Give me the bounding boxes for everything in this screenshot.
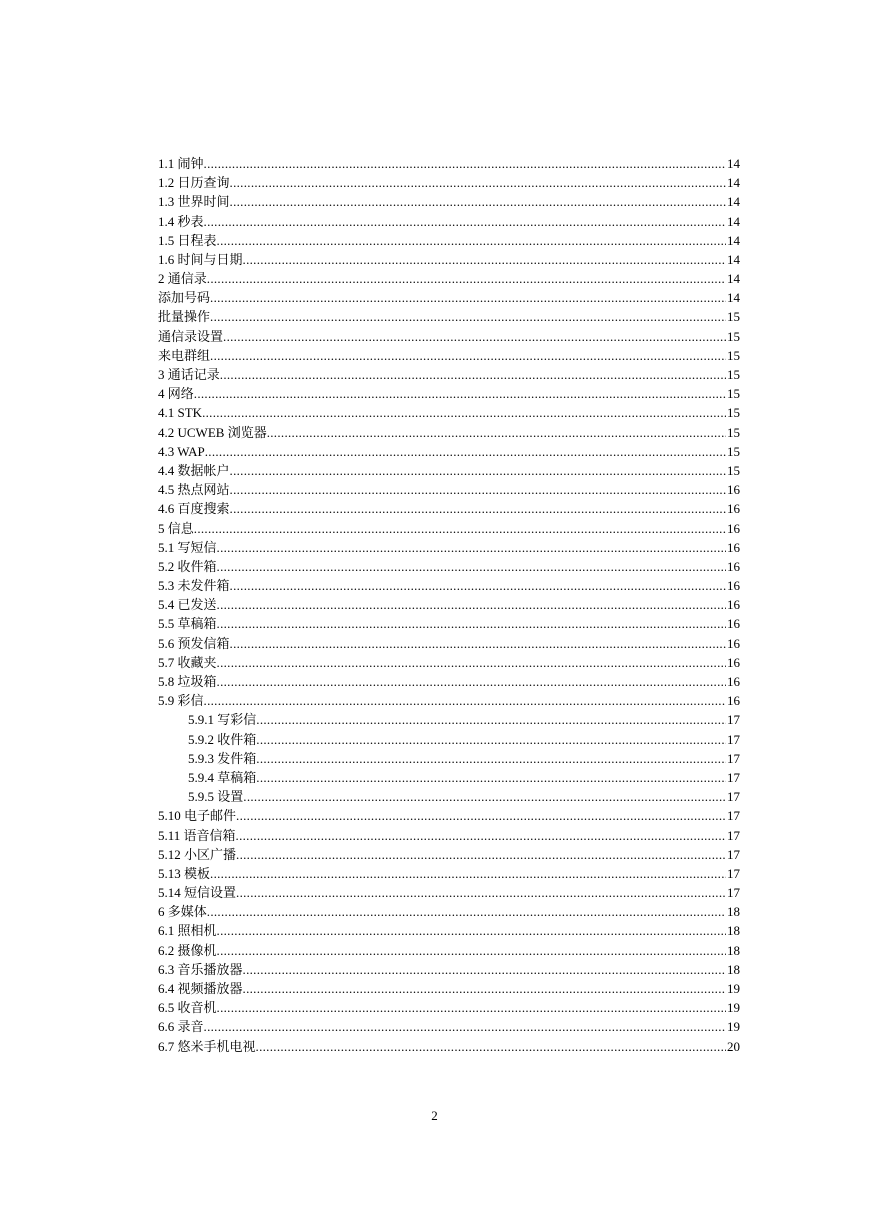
toc-dot-leader bbox=[207, 902, 726, 921]
toc-entry-page: 14 bbox=[727, 155, 740, 171]
toc-dot-leader bbox=[217, 998, 726, 1017]
toc-dot-leader bbox=[223, 327, 726, 346]
toc-entry-title: 6.3 音乐播放器 bbox=[158, 961, 243, 977]
toc-entry-page: 16 bbox=[727, 693, 740, 709]
toc-entry-title: 5.12 小区广播 bbox=[158, 846, 237, 862]
toc-dot-leader bbox=[236, 826, 726, 845]
toc-entry[interactable] bbox=[158, 365, 740, 384]
toc-entry-title: 4.5 热点网站 bbox=[158, 482, 230, 498]
toc-entry-title: 6.1 照相机 bbox=[158, 923, 217, 939]
toc-entry-title: 5.3 未发件箱 bbox=[158, 578, 230, 594]
toc-entry-title: 5.9.3 发件箱 bbox=[188, 750, 257, 766]
toc-dot-leader bbox=[217, 538, 726, 557]
toc-entry[interactable] bbox=[158, 979, 740, 998]
toc-entry-title: 1.4 秒表 bbox=[158, 213, 204, 229]
toc-entry[interactable] bbox=[158, 212, 740, 231]
toc-entry-title: 添加号码 bbox=[158, 290, 211, 306]
page-number: 2 bbox=[431, 1108, 438, 1123]
toc-entry[interactable] bbox=[158, 327, 740, 346]
toc-dot-leader bbox=[236, 845, 726, 864]
toc-entry[interactable] bbox=[158, 691, 740, 710]
toc-dot-leader bbox=[256, 730, 726, 749]
toc-entry[interactable] bbox=[158, 922, 740, 941]
toc-entry[interactable] bbox=[158, 806, 740, 825]
toc-entry[interactable] bbox=[158, 538, 740, 557]
table-of-contents bbox=[158, 154, 740, 1056]
toc-entry-title: 通信录设置 bbox=[158, 328, 224, 344]
toc-dot-leader bbox=[217, 653, 726, 672]
toc-entry[interactable] bbox=[158, 787, 740, 806]
toc-entry-title: 5.9.4 草稿箱 bbox=[188, 769, 257, 785]
toc-entry-page: 15 bbox=[727, 462, 740, 478]
toc-entry[interactable] bbox=[158, 384, 740, 403]
toc-dot-leader bbox=[210, 864, 726, 883]
toc-entry-page: 18 bbox=[727, 942, 740, 958]
toc-dot-leader bbox=[204, 1017, 726, 1036]
toc-entry-page: 15 bbox=[727, 309, 740, 325]
toc-entry-title: 4.1 STK bbox=[158, 405, 203, 421]
toc-entry[interactable] bbox=[158, 250, 740, 269]
toc-dot-leader bbox=[204, 212, 726, 231]
toc-dot-leader bbox=[243, 979, 726, 998]
toc-entry[interactable] bbox=[158, 154, 740, 173]
toc-entry-page: 19 bbox=[727, 981, 740, 997]
toc-dot-leader bbox=[230, 576, 726, 595]
toc-entry-page: 17 bbox=[727, 731, 740, 747]
toc-entry-title: 1.5 日程表 bbox=[158, 232, 217, 248]
toc-entry[interactable] bbox=[158, 480, 740, 499]
toc-dot-leader bbox=[217, 941, 726, 960]
toc-entry[interactable] bbox=[158, 653, 740, 672]
toc-entry-title: 5.9.5 设置 bbox=[188, 789, 244, 805]
toc-entry[interactable] bbox=[158, 749, 740, 768]
toc-entry-page: 14 bbox=[727, 213, 740, 229]
toc-dot-leader bbox=[204, 154, 726, 173]
toc-dot-leader bbox=[236, 806, 726, 825]
toc-entry[interactable] bbox=[158, 576, 740, 595]
toc-entry-title: 6.5 收音机 bbox=[158, 1000, 217, 1016]
toc-entry-title: 1.6 时间与日期 bbox=[158, 251, 243, 267]
toc-entry[interactable] bbox=[158, 864, 740, 883]
toc-entry-page: 17 bbox=[727, 808, 740, 824]
toc-dot-leader bbox=[217, 595, 726, 614]
toc-dot-leader bbox=[217, 615, 726, 634]
toc-entry-title: 3 通话记录 bbox=[158, 367, 220, 383]
toc-entry[interactable] bbox=[158, 288, 740, 307]
toc-entry-title: 5.2 收件箱 bbox=[158, 558, 217, 574]
toc-entry-page: 16 bbox=[727, 501, 740, 517]
toc-entry[interactable] bbox=[158, 231, 740, 250]
toc-entry-title: 5.14 短信设置 bbox=[158, 885, 237, 901]
toc-entry[interactable] bbox=[158, 883, 740, 902]
toc-entry-page: 16 bbox=[727, 635, 740, 651]
toc-entry-page: 14 bbox=[727, 290, 740, 306]
toc-dot-leader bbox=[202, 403, 726, 422]
toc-dot-leader bbox=[217, 557, 726, 576]
toc-entry-title: 6.6 录音 bbox=[158, 1019, 204, 1035]
toc-entry-page: 17 bbox=[727, 865, 740, 881]
toc-entry[interactable] bbox=[158, 173, 740, 192]
toc-entry[interactable] bbox=[158, 710, 740, 729]
toc-entry-title: 5.1 写短信 bbox=[158, 539, 217, 555]
toc-entry-title: 2 通信录 bbox=[158, 271, 207, 287]
toc-dot-leader bbox=[194, 384, 726, 403]
toc-entry-title: 5.13 模板 bbox=[158, 865, 211, 881]
toc-entry-page: 18 bbox=[727, 961, 740, 977]
toc-entry-page: 15 bbox=[727, 347, 740, 363]
toc-entry-title: 5.9 彩信 bbox=[158, 693, 204, 709]
toc-dot-leader bbox=[217, 922, 726, 941]
toc-entry[interactable] bbox=[158, 634, 740, 653]
toc-dot-leader bbox=[230, 480, 726, 499]
toc-entry[interactable] bbox=[158, 269, 740, 288]
toc-dot-leader bbox=[256, 1037, 726, 1056]
toc-entry[interactable] bbox=[158, 308, 740, 327]
toc-entry[interactable] bbox=[158, 519, 740, 538]
toc-entry-page: 18 bbox=[727, 904, 740, 920]
toc-entry-page: 17 bbox=[727, 827, 740, 843]
toc-dot-leader bbox=[243, 250, 726, 269]
toc-entry[interactable] bbox=[158, 346, 740, 365]
toc-dot-leader bbox=[243, 787, 726, 806]
toc-entry[interactable] bbox=[158, 615, 740, 634]
toc-dot-leader bbox=[230, 499, 726, 518]
toc-dot-leader bbox=[267, 423, 726, 442]
toc-entry-title: 5.11 语音信箱 bbox=[158, 827, 236, 843]
toc-entry-page: 19 bbox=[727, 1019, 740, 1035]
toc-dot-leader bbox=[220, 365, 726, 384]
toc-entry-page: 14 bbox=[727, 194, 740, 210]
toc-entry-page: 14 bbox=[727, 251, 740, 267]
toc-entry-title: 5.9.1 写彩信 bbox=[188, 712, 257, 728]
toc-entry-page: 17 bbox=[727, 769, 740, 785]
toc-entry-title: 5.5 草稿箱 bbox=[158, 616, 217, 632]
toc-dot-leader bbox=[194, 519, 726, 538]
toc-entry[interactable] bbox=[158, 557, 740, 576]
toc-entry[interactable] bbox=[158, 423, 740, 442]
toc-entry-page: 15 bbox=[727, 424, 740, 440]
toc-entry-page: 17 bbox=[727, 789, 740, 805]
toc-dot-leader bbox=[207, 269, 726, 288]
toc-entry-page: 15 bbox=[727, 386, 740, 402]
toc-entry-title: 5.7 收藏夹 bbox=[158, 654, 217, 670]
toc-dot-leader bbox=[230, 173, 726, 192]
toc-entry[interactable] bbox=[158, 461, 740, 480]
toc-entry-title: 4.3 WAP bbox=[158, 443, 205, 459]
toc-dot-leader bbox=[230, 461, 726, 480]
toc-entry-title: 1.1 闹钟 bbox=[158, 155, 204, 171]
toc-entry[interactable] bbox=[158, 768, 740, 787]
toc-entry-title: 4.4 数据帐户 bbox=[158, 462, 230, 478]
toc-entry[interactable] bbox=[158, 998, 740, 1017]
toc-entry[interactable] bbox=[158, 672, 740, 691]
toc-dot-leader bbox=[230, 634, 726, 653]
toc-entry[interactable] bbox=[158, 1037, 740, 1056]
toc-entry-page: 16 bbox=[727, 597, 740, 613]
toc-entry-page: 15 bbox=[727, 367, 740, 383]
toc-entry-title: 5.10 电子邮件 bbox=[158, 808, 237, 824]
toc-entry-page: 15 bbox=[727, 328, 740, 344]
toc-entry-title: 1.2 日历查询 bbox=[158, 175, 230, 191]
toc-entry[interactable] bbox=[158, 826, 740, 845]
toc-entry-page: 17 bbox=[727, 885, 740, 901]
toc-entry-page: 16 bbox=[727, 558, 740, 574]
toc-entry-page: 20 bbox=[727, 1038, 740, 1054]
toc-entry-title: 5 信息 bbox=[158, 520, 194, 536]
toc-dot-leader bbox=[210, 346, 726, 365]
toc-dot-leader bbox=[243, 960, 726, 979]
toc-entry[interactable] bbox=[158, 845, 740, 864]
toc-dot-leader bbox=[210, 308, 726, 327]
toc-dot-leader bbox=[217, 672, 726, 691]
toc-entry-page: 17 bbox=[727, 846, 740, 862]
toc-entry-title: 5.6 预发信箱 bbox=[158, 635, 230, 651]
toc-entry-title: 5.4 已发送 bbox=[158, 597, 217, 613]
toc-entry[interactable] bbox=[158, 960, 740, 979]
toc-entry-page: 17 bbox=[727, 750, 740, 766]
toc-dot-leader bbox=[210, 288, 726, 307]
toc-entry-title: 来电群组 bbox=[158, 347, 211, 363]
toc-entry-page: 19 bbox=[727, 1000, 740, 1016]
toc-dot-leader bbox=[256, 710, 726, 729]
toc-entry[interactable] bbox=[158, 902, 740, 921]
toc-entry-title: 5.9.2 收件箱 bbox=[188, 731, 257, 747]
toc-entry-page: 16 bbox=[727, 520, 740, 536]
toc-entry-title: 6.4 视频播放器 bbox=[158, 981, 243, 997]
toc-entry[interactable] bbox=[158, 730, 740, 749]
toc-entry-title: 批量操作 bbox=[158, 309, 211, 325]
toc-entry-title: 1.3 世界时间 bbox=[158, 194, 230, 210]
toc-entry-page: 16 bbox=[727, 674, 740, 690]
toc-dot-leader bbox=[217, 231, 726, 250]
toc-entry-title: 4.2 UCWEB 浏览器 bbox=[158, 424, 267, 440]
toc-entry-title: 6.7 悠米手机电视 bbox=[158, 1038, 256, 1054]
toc-dot-leader bbox=[205, 442, 726, 461]
toc-entry-title: 6 多媒体 bbox=[158, 904, 207, 920]
toc-entry-title: 6.2 摄像机 bbox=[158, 942, 217, 958]
toc-entry[interactable] bbox=[158, 499, 740, 518]
toc-dot-leader bbox=[256, 749, 726, 768]
toc-entry-title: 4.6 百度搜索 bbox=[158, 501, 230, 517]
toc-entry-page: 14 bbox=[727, 271, 740, 287]
toc-dot-leader bbox=[204, 691, 726, 710]
toc-entry-page: 18 bbox=[727, 923, 740, 939]
toc-entry-page: 15 bbox=[727, 405, 740, 421]
toc-entry-page: 16 bbox=[727, 654, 740, 670]
toc-entry[interactable] bbox=[158, 192, 740, 211]
toc-entry[interactable] bbox=[158, 403, 740, 422]
toc-entry-page: 14 bbox=[727, 175, 740, 191]
toc-entry-page: 16 bbox=[727, 482, 740, 498]
toc-entry-title: 4 网络 bbox=[158, 386, 194, 402]
toc-entry-page: 16 bbox=[727, 539, 740, 555]
toc-dot-leader bbox=[230, 192, 726, 211]
toc-entry-page: 17 bbox=[727, 712, 740, 728]
toc-entry[interactable] bbox=[158, 442, 740, 461]
toc-entry[interactable] bbox=[158, 1017, 740, 1036]
toc-entry-title: 5.8 垃圾箱 bbox=[158, 674, 217, 690]
toc-entry[interactable] bbox=[158, 941, 740, 960]
toc-entry-page: 15 bbox=[727, 443, 740, 459]
toc-entry-page: 16 bbox=[727, 578, 740, 594]
toc-entry-page: 14 bbox=[727, 232, 740, 248]
toc-entry[interactable] bbox=[158, 595, 740, 614]
toc-entry-page: 16 bbox=[727, 616, 740, 632]
toc-dot-leader bbox=[236, 883, 726, 902]
toc-dot-leader bbox=[256, 768, 726, 787]
